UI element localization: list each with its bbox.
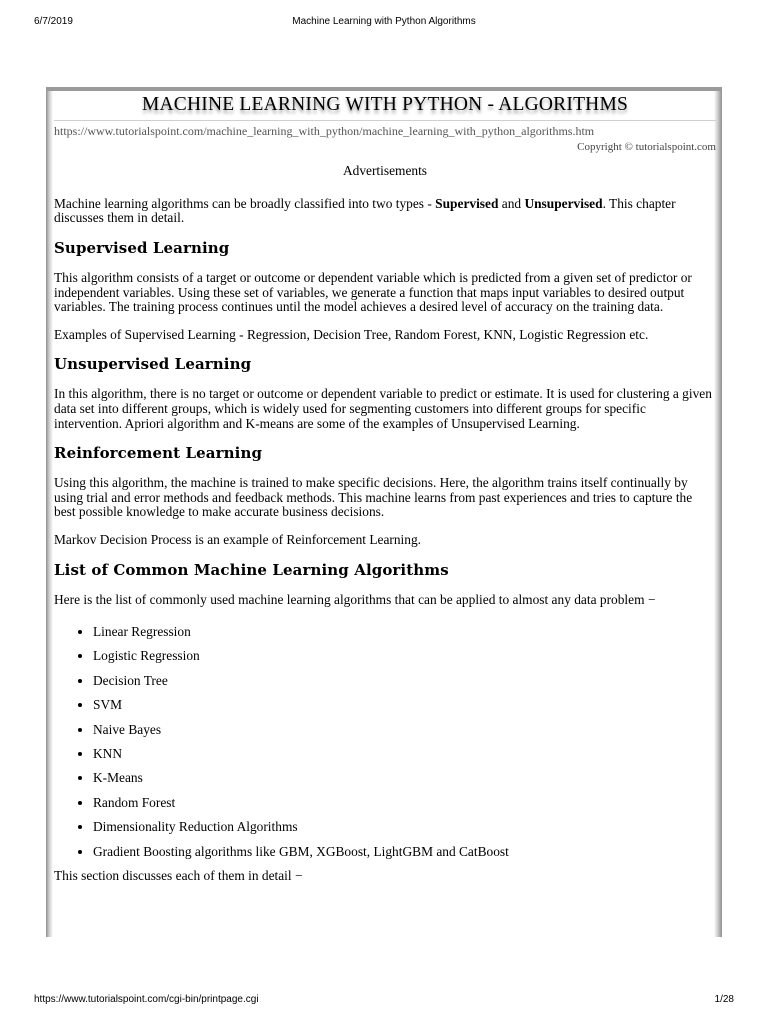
copyright-notice: Copyright © tutorialspoint.com bbox=[577, 140, 716, 153]
print-date: 6/7/2019 bbox=[34, 16, 73, 27]
common-algorithms-heading: List of Common Machine Learning Algorithms bbox=[54, 560, 449, 579]
list-item: • Logistic Regression bbox=[93, 649, 716, 664]
print-footer bbox=[0, 994, 768, 1008]
page-number: 1/28 bbox=[714, 994, 734, 1005]
print-doc-title: Machine Learning with Python Algorithms bbox=[292, 16, 476, 27]
print-header bbox=[0, 16, 768, 30]
supervised-heading: Supervised Learning bbox=[54, 238, 230, 257]
list-item: • Decision Tree bbox=[93, 674, 716, 689]
unsupervised-heading: Unsupervised Learning bbox=[54, 355, 252, 374]
supervised-paragraph: This algorithm consists of a target or outcome or dependent variable which is predicted from a given set of predictor or independent variables. Using these set of variables, we generate a function that maps input variables to desired output variables. The training process continues until the model achieves a desired level of accuracy on the training data. bbox=[54, 269, 692, 315]
common-algorithms-outro: This section discusses each of them in detail − bbox=[54, 868, 303, 883]
supervised-examples: Examples of Supervised Learning - Regression, Decision Tree, Random Forest, KNN, Logistic Regression etc. bbox=[54, 326, 649, 342]
article-content bbox=[54, 91, 716, 897]
footer-url: https://www.tutorialspoint.com/cgi-bin/printpage.cgi bbox=[34, 994, 259, 1005]
supervised-term: Supervised bbox=[435, 195, 499, 211]
list-item: • KNN bbox=[93, 747, 716, 762]
unsupervised-term: Unsupervised bbox=[524, 195, 603, 211]
list-item: • Linear Regression bbox=[93, 625, 716, 640]
list-item: • Random Forest bbox=[93, 796, 716, 811]
list-item: • Naive Bayes bbox=[93, 723, 716, 738]
list-item: • Dimensionality Reduction Algorithms bbox=[93, 820, 716, 835]
advertisements-label: Advertisements bbox=[342, 163, 428, 179]
intro-paragraph: Machine learning algorithms can be broadly classified into two types - Supervised and Unsupervised. This chapter discusses them in detail. bbox=[54, 195, 676, 226]
unsupervised-paragraph: In this algorithm, there is no target or outcome or dependent variable to predict or estimate. It is used for clustering a given data set into different groups, which is widely used for segmenting customers into different groups for specific intervention. Apriori algorithm and K-means are some of the examples of Unsupervised Learning. bbox=[54, 386, 712, 431]
reinforcement-paragraph: Using this algorithm, the machine is trained to make specific decisions. Here, the algorithm trains itself continually by using trial and error methods and feedback methods. This machine learns from past experiences and tries to capture the best possible knowledge to make accurate business decisions. bbox=[54, 475, 693, 520]
list-item: • K-Means bbox=[93, 771, 716, 786]
list-item: • SVM bbox=[93, 698, 716, 713]
reinforcement-example: Markov Decision Process is an example of Reinforcement Learning. bbox=[54, 531, 422, 547]
page-title: MACHINE LEARNING WITH PYTHON - ALGORITHMS bbox=[54, 93, 716, 121]
source-url[interactable]: https://www.tutorialspoint.com/machine_learning_with_python/machine_learning_with_python_algorithms.htm bbox=[54, 124, 595, 138]
reinforcement-heading: Reinforcement Learning bbox=[54, 444, 263, 463]
common-algorithms-intro: Here is the list of commonly used machine learning algorithms that can be applied to almost any data problem − bbox=[54, 591, 656, 607]
list-item: • Gradient Boosting algorithms like GBM, XGBoost, LightGBM and CatBoost bbox=[93, 845, 716, 860]
algorithm-list bbox=[54, 625, 716, 859]
